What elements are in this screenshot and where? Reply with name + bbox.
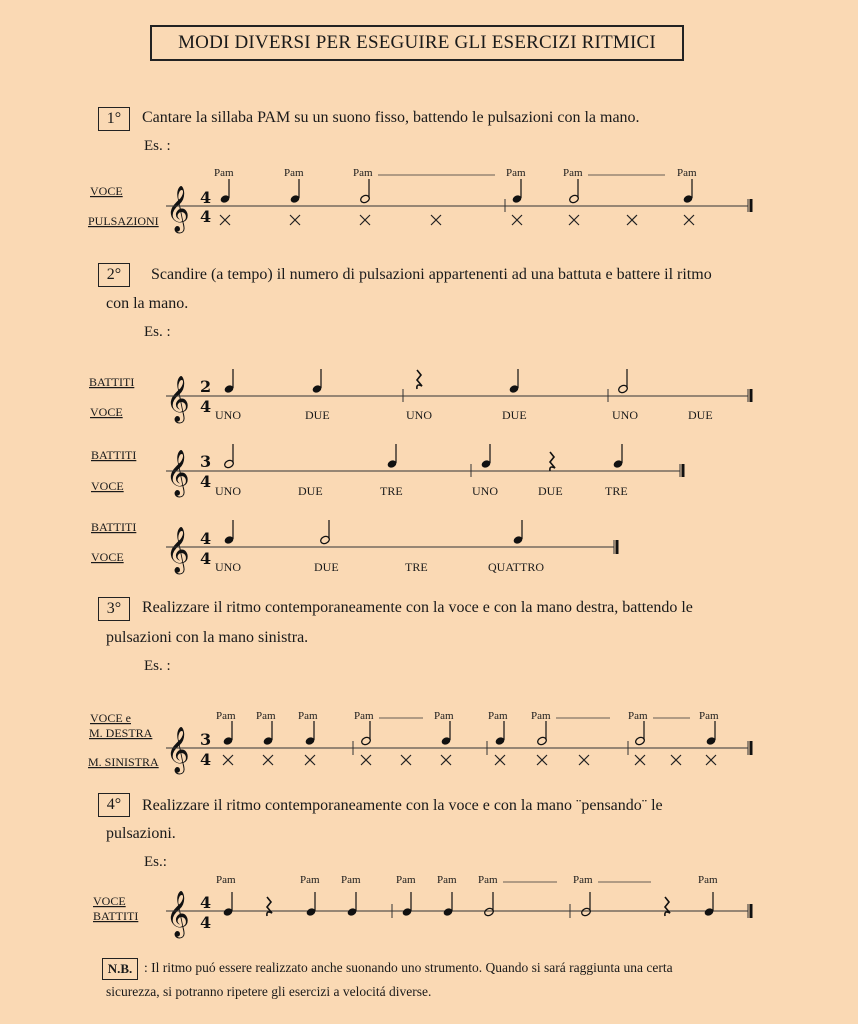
syllable: Pam	[699, 710, 719, 722]
count-word: TRE	[380, 484, 403, 498]
section-1-number: 1°	[98, 107, 130, 131]
quarter-note	[480, 444, 491, 469]
syllable: Pam	[341, 874, 361, 886]
quarter-note	[222, 721, 233, 746]
half-note	[483, 892, 494, 917]
quarter-note	[682, 179, 693, 204]
syllable: Pam	[506, 167, 526, 179]
quarter-note	[262, 721, 273, 746]
quarter-note	[511, 179, 522, 204]
syllable: Pam	[216, 710, 236, 722]
time-sig-bottom: 4	[200, 913, 212, 932]
quarter-note	[222, 892, 233, 917]
count-word: DUE	[298, 484, 323, 498]
nb-text-line1: : Il ritmo puó essere realizzato anche suonando uno strumento. Quando si sará raggiunta una certa	[144, 960, 673, 975]
example-1-staff	[88, 167, 751, 234]
syllable: Pam	[353, 167, 373, 179]
example-2b-staff	[91, 444, 683, 498]
battiti-label: BATTITI	[89, 375, 135, 389]
time-sig-top: 4	[200, 893, 212, 912]
nb-text-line2: sicurezza, si potranno ripetere gli esercizi a velocitá diverse.	[106, 984, 432, 999]
section-3-text-line2: pulsazioni con la mano sinistra.	[106, 629, 309, 646]
quarter-rest-icon	[665, 897, 670, 916]
time-sig-bottom: 4	[200, 207, 212, 226]
section-2-number: 2°	[98, 263, 130, 287]
half-note	[359, 179, 370, 204]
quarter-note	[703, 892, 714, 917]
quarter-note	[401, 892, 412, 917]
treble-clef-icon: 𝄞	[166, 527, 190, 573]
count-word: UNO	[472, 484, 498, 498]
example-2a-staff	[89, 369, 751, 424]
syllable: Pam	[256, 710, 276, 722]
syllable: Pam	[354, 710, 374, 722]
quarter-rest-icon	[417, 370, 422, 389]
half-note	[617, 369, 628, 394]
quarter-note	[346, 892, 357, 917]
time-sig-top: 3	[200, 730, 212, 749]
count-word: QUATTRO	[488, 560, 544, 574]
section-4-text-line1: Realizzare il ritmo contemporaneamente con la voce e con la mano ¨pensando¨ le	[142, 797, 663, 814]
quarter-note	[442, 892, 453, 917]
quarter-note	[512, 520, 523, 545]
quarter-note	[305, 892, 316, 917]
pulsazioni-label: PULSAZIONI	[88, 214, 159, 228]
count-word: DUE	[305, 408, 330, 422]
m-sinistra-label: M. SINISTRA	[88, 755, 159, 769]
section-1-text: Cantare la sillaba PAM su un suono fisso, battendo le pulsazioni con la mano.	[142, 109, 640, 126]
time-sig-bottom: 4	[200, 397, 212, 416]
count-word: UNO	[215, 484, 241, 498]
count-word: UNO	[406, 408, 432, 422]
time-sig-bottom: 4	[200, 750, 212, 769]
battiti-label: BATTITI	[93, 909, 139, 923]
syllable: Pam	[298, 710, 318, 722]
section-2-es: Es. :	[144, 324, 171, 340]
page-title: MODI DIVERSI PER ESEGUIRE GLI ESERCIZI RITMICI	[150, 25, 684, 61]
example-4-staff	[93, 874, 751, 939]
half-note	[536, 721, 547, 746]
battiti-label: BATTITI	[91, 520, 137, 534]
section-4-number: 4°	[98, 793, 130, 817]
pulse-marks	[220, 215, 694, 225]
count-word: UNO	[215, 408, 241, 422]
battiti-label: BATTITI	[91, 448, 137, 462]
voce-label: VOCE	[93, 894, 126, 908]
pulse-marks	[223, 755, 716, 765]
count-word: DUE	[688, 408, 713, 422]
treble-clef-icon: 𝄞	[166, 186, 190, 232]
m-destra-label: M. DESTRA	[89, 726, 153, 740]
quarter-note	[612, 444, 623, 469]
section-3-es: Es. :	[144, 658, 171, 674]
count-word: DUE	[502, 408, 527, 422]
syllable: Pam	[563, 167, 583, 179]
treble-clef-icon: 𝄞	[166, 376, 190, 422]
half-note	[634, 721, 645, 746]
count-word: DUE	[314, 560, 339, 574]
syllable: Pam	[434, 710, 454, 722]
quarter-note	[304, 721, 315, 746]
example-2c-staff	[91, 520, 617, 575]
section-3-number: 3°	[98, 597, 130, 621]
voce-label: VOCE	[91, 479, 124, 493]
quarter-note	[508, 369, 519, 394]
syllable: Pam	[698, 874, 718, 886]
half-note	[580, 892, 591, 917]
treble-clef-icon: 𝄞	[166, 891, 190, 937]
half-note	[223, 444, 234, 469]
section-2-text-line1: Scandire (a tempo) il numero di pulsazioni appartenenti ad una battuta e battere il ritmo	[151, 266, 712, 283]
syllable: Pam	[396, 874, 416, 886]
treble-clef-icon: 𝄞	[166, 450, 190, 496]
section-2-text-line2: con la mano.	[106, 295, 189, 312]
section-1-es: Es. :	[144, 138, 171, 154]
quarter-rest-icon	[267, 897, 272, 916]
quarter-note	[440, 721, 451, 746]
quarter-note	[223, 369, 234, 394]
count-word: DUE	[538, 484, 563, 498]
syllable: Pam	[214, 167, 234, 179]
syllable: Pam	[677, 167, 697, 179]
nb-label: N.B.	[102, 958, 138, 980]
quarter-rest-icon	[550, 452, 555, 471]
quarter-note	[223, 520, 234, 545]
syllable: Pam	[284, 167, 304, 179]
half-note	[360, 721, 371, 746]
section-3-text-line1: Realizzare il ritmo contemporaneamente con la voce e con la mano destra, battendo le	[142, 599, 693, 616]
voce-e-label: VOCE e	[90, 711, 131, 725]
section-4-text-line2: pulsazioni.	[106, 825, 176, 842]
time-sig-top: 3	[200, 452, 212, 471]
time-sig-bottom: 4	[200, 472, 212, 491]
treble-clef-icon: 𝄞	[166, 727, 190, 773]
syllable: Pam	[628, 710, 648, 722]
syllable: Pam	[300, 874, 320, 886]
quarter-note	[494, 721, 505, 746]
quarter-note	[289, 179, 300, 204]
time-sig-top: 4	[200, 529, 212, 548]
section-4-es: Es.:	[144, 854, 167, 870]
voce-label: VOCE	[90, 405, 123, 419]
time-sig-bottom: 4	[200, 549, 212, 568]
quarter-note	[705, 721, 716, 746]
syllable: Pam	[478, 874, 498, 886]
time-sig-top: 4	[200, 188, 212, 207]
count-word: UNO	[612, 408, 638, 422]
syllable: Pam	[437, 874, 457, 886]
voce-label: VOCE	[91, 550, 124, 564]
quarter-note	[386, 444, 397, 469]
quarter-note	[311, 369, 322, 394]
time-sig-top: 2	[200, 377, 212, 396]
syllable: Pam	[488, 710, 508, 722]
count-word: UNO	[215, 560, 241, 574]
syllable: Pam	[216, 874, 236, 886]
half-note	[568, 179, 579, 204]
syllable: Pam	[531, 710, 551, 722]
voce-label: VOCE	[90, 184, 123, 198]
count-word: TRE	[405, 560, 428, 574]
example-3-staff	[88, 710, 751, 775]
count-word: TRE	[605, 484, 628, 498]
quarter-note	[219, 179, 230, 204]
half-note	[319, 520, 330, 545]
syllable: Pam	[573, 874, 593, 886]
